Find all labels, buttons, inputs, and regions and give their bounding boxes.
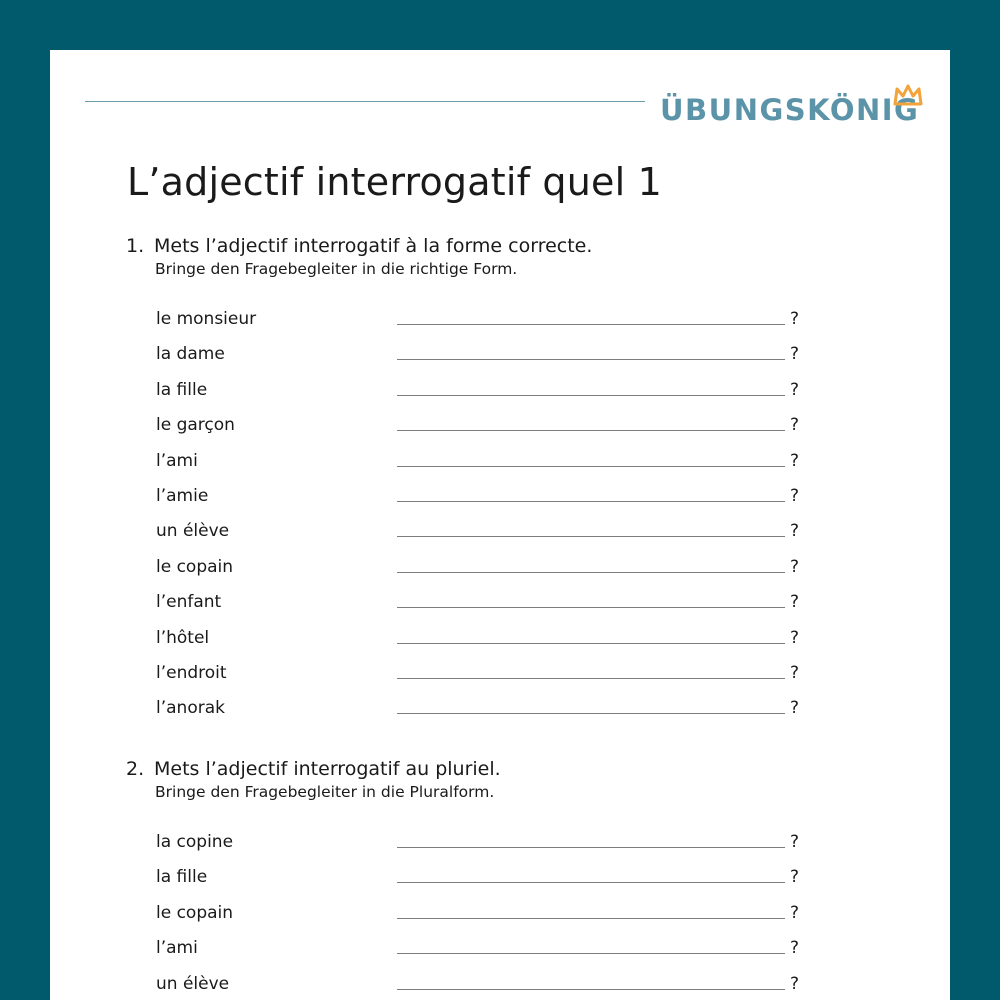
exercise-row — [50, 623, 950, 653]
answer-blank[interactable] — [397, 324, 785, 325]
header-rule — [85, 101, 645, 102]
question-mark: ? — [790, 832, 800, 852]
exercise-noun: la fille — [156, 379, 208, 400]
question-mark: ? — [790, 902, 800, 923]
question-mark: ? — [790, 663, 800, 683]
crown-icon — [893, 84, 923, 106]
exercise-noun: l’ami — [156, 938, 198, 959]
exercise-row — [50, 862, 950, 892]
brand-logo: ÜBUNGSKÖNIG — [660, 93, 920, 127]
exercise-row — [50, 827, 950, 857]
question-mark: ? — [790, 556, 800, 577]
question-mark: ? — [790, 627, 800, 648]
exercise-row — [50, 552, 950, 582]
answer-blank[interactable] — [397, 430, 785, 431]
question-mark: ? — [790, 698, 800, 719]
worksheet-page — [50, 50, 950, 1000]
task-number: 2. — [126, 758, 145, 780]
task-number: 1. — [126, 235, 145, 257]
exercise-row — [50, 481, 950, 511]
task-instruction-fr: Mets l’adjectif interrogatif au pluriel. — [154, 758, 501, 780]
exercise-noun: l’hôtel — [156, 627, 210, 648]
answer-blank[interactable] — [397, 989, 785, 990]
question-mark: ? — [790, 592, 800, 613]
answer-blank[interactable] — [397, 607, 785, 608]
answer-blank[interactable] — [397, 678, 785, 679]
answer-blank[interactable] — [397, 536, 785, 537]
exercise-noun: l’ami — [156, 450, 198, 471]
exercise-row — [50, 933, 950, 963]
exercise-row — [50, 658, 950, 688]
exercise-row — [50, 410, 950, 440]
answer-blank[interactable] — [397, 501, 785, 502]
task-instruction-de: Bringe den Fragebegleiter in die richtige Form. — [155, 260, 518, 278]
exercise-noun: un élève — [156, 521, 230, 542]
exercise-noun: l’amie — [156, 486, 209, 506]
exercise-noun: le monsieur — [156, 309, 257, 329]
exercise-row — [50, 587, 950, 617]
answer-blank[interactable] — [397, 466, 785, 467]
exercise-noun: la copine — [156, 832, 234, 852]
exercise-noun: la fille — [156, 867, 208, 888]
question-mark: ? — [790, 521, 800, 542]
exercise-row — [50, 446, 950, 476]
question-mark: ? — [790, 867, 800, 888]
exercise-row — [50, 304, 950, 334]
exercise-row — [50, 969, 950, 999]
question-mark: ? — [790, 344, 800, 365]
exercise-noun: le garçon — [156, 415, 235, 436]
answer-blank[interactable] — [397, 359, 785, 360]
exercise-noun: un élève — [156, 973, 230, 994]
exercise-noun: l’anorak — [156, 698, 225, 719]
answer-blank[interactable] — [397, 572, 785, 573]
answer-blank[interactable] — [397, 882, 785, 883]
question-mark: ? — [790, 938, 800, 959]
exercise-row — [50, 516, 950, 546]
question-mark: ? — [790, 450, 800, 471]
exercise-row — [50, 898, 950, 928]
answer-blank[interactable] — [397, 953, 785, 954]
question-mark: ? — [790, 973, 800, 994]
question-mark: ? — [790, 309, 800, 329]
answer-blank[interactable] — [397, 847, 785, 848]
exercise-noun: l’enfant — [156, 592, 222, 613]
question-mark: ? — [790, 379, 800, 400]
answer-blank[interactable] — [397, 918, 785, 919]
exercise-noun: l’endroit — [156, 663, 227, 683]
exercise-noun: le copain — [156, 556, 234, 577]
question-mark: ? — [790, 486, 800, 506]
answer-blank[interactable] — [397, 713, 785, 714]
exercise-row — [50, 375, 950, 405]
exercise-row — [50, 339, 950, 369]
exercise-row — [50, 693, 950, 723]
task-instruction-fr: Mets l’adjectif interrogatif à la forme correcte. — [154, 235, 593, 257]
exercise-noun: la dame — [156, 344, 225, 365]
task-instruction-de: Bringe den Fragebegleiter in die Pluralform. — [155, 783, 495, 801]
answer-blank[interactable] — [397, 643, 785, 644]
exercise-noun: le copain — [156, 902, 234, 923]
answer-blank[interactable] — [397, 395, 785, 396]
question-mark: ? — [790, 415, 800, 436]
worksheet-title: L’adjectif interrogatif quel 1 — [127, 160, 663, 204]
